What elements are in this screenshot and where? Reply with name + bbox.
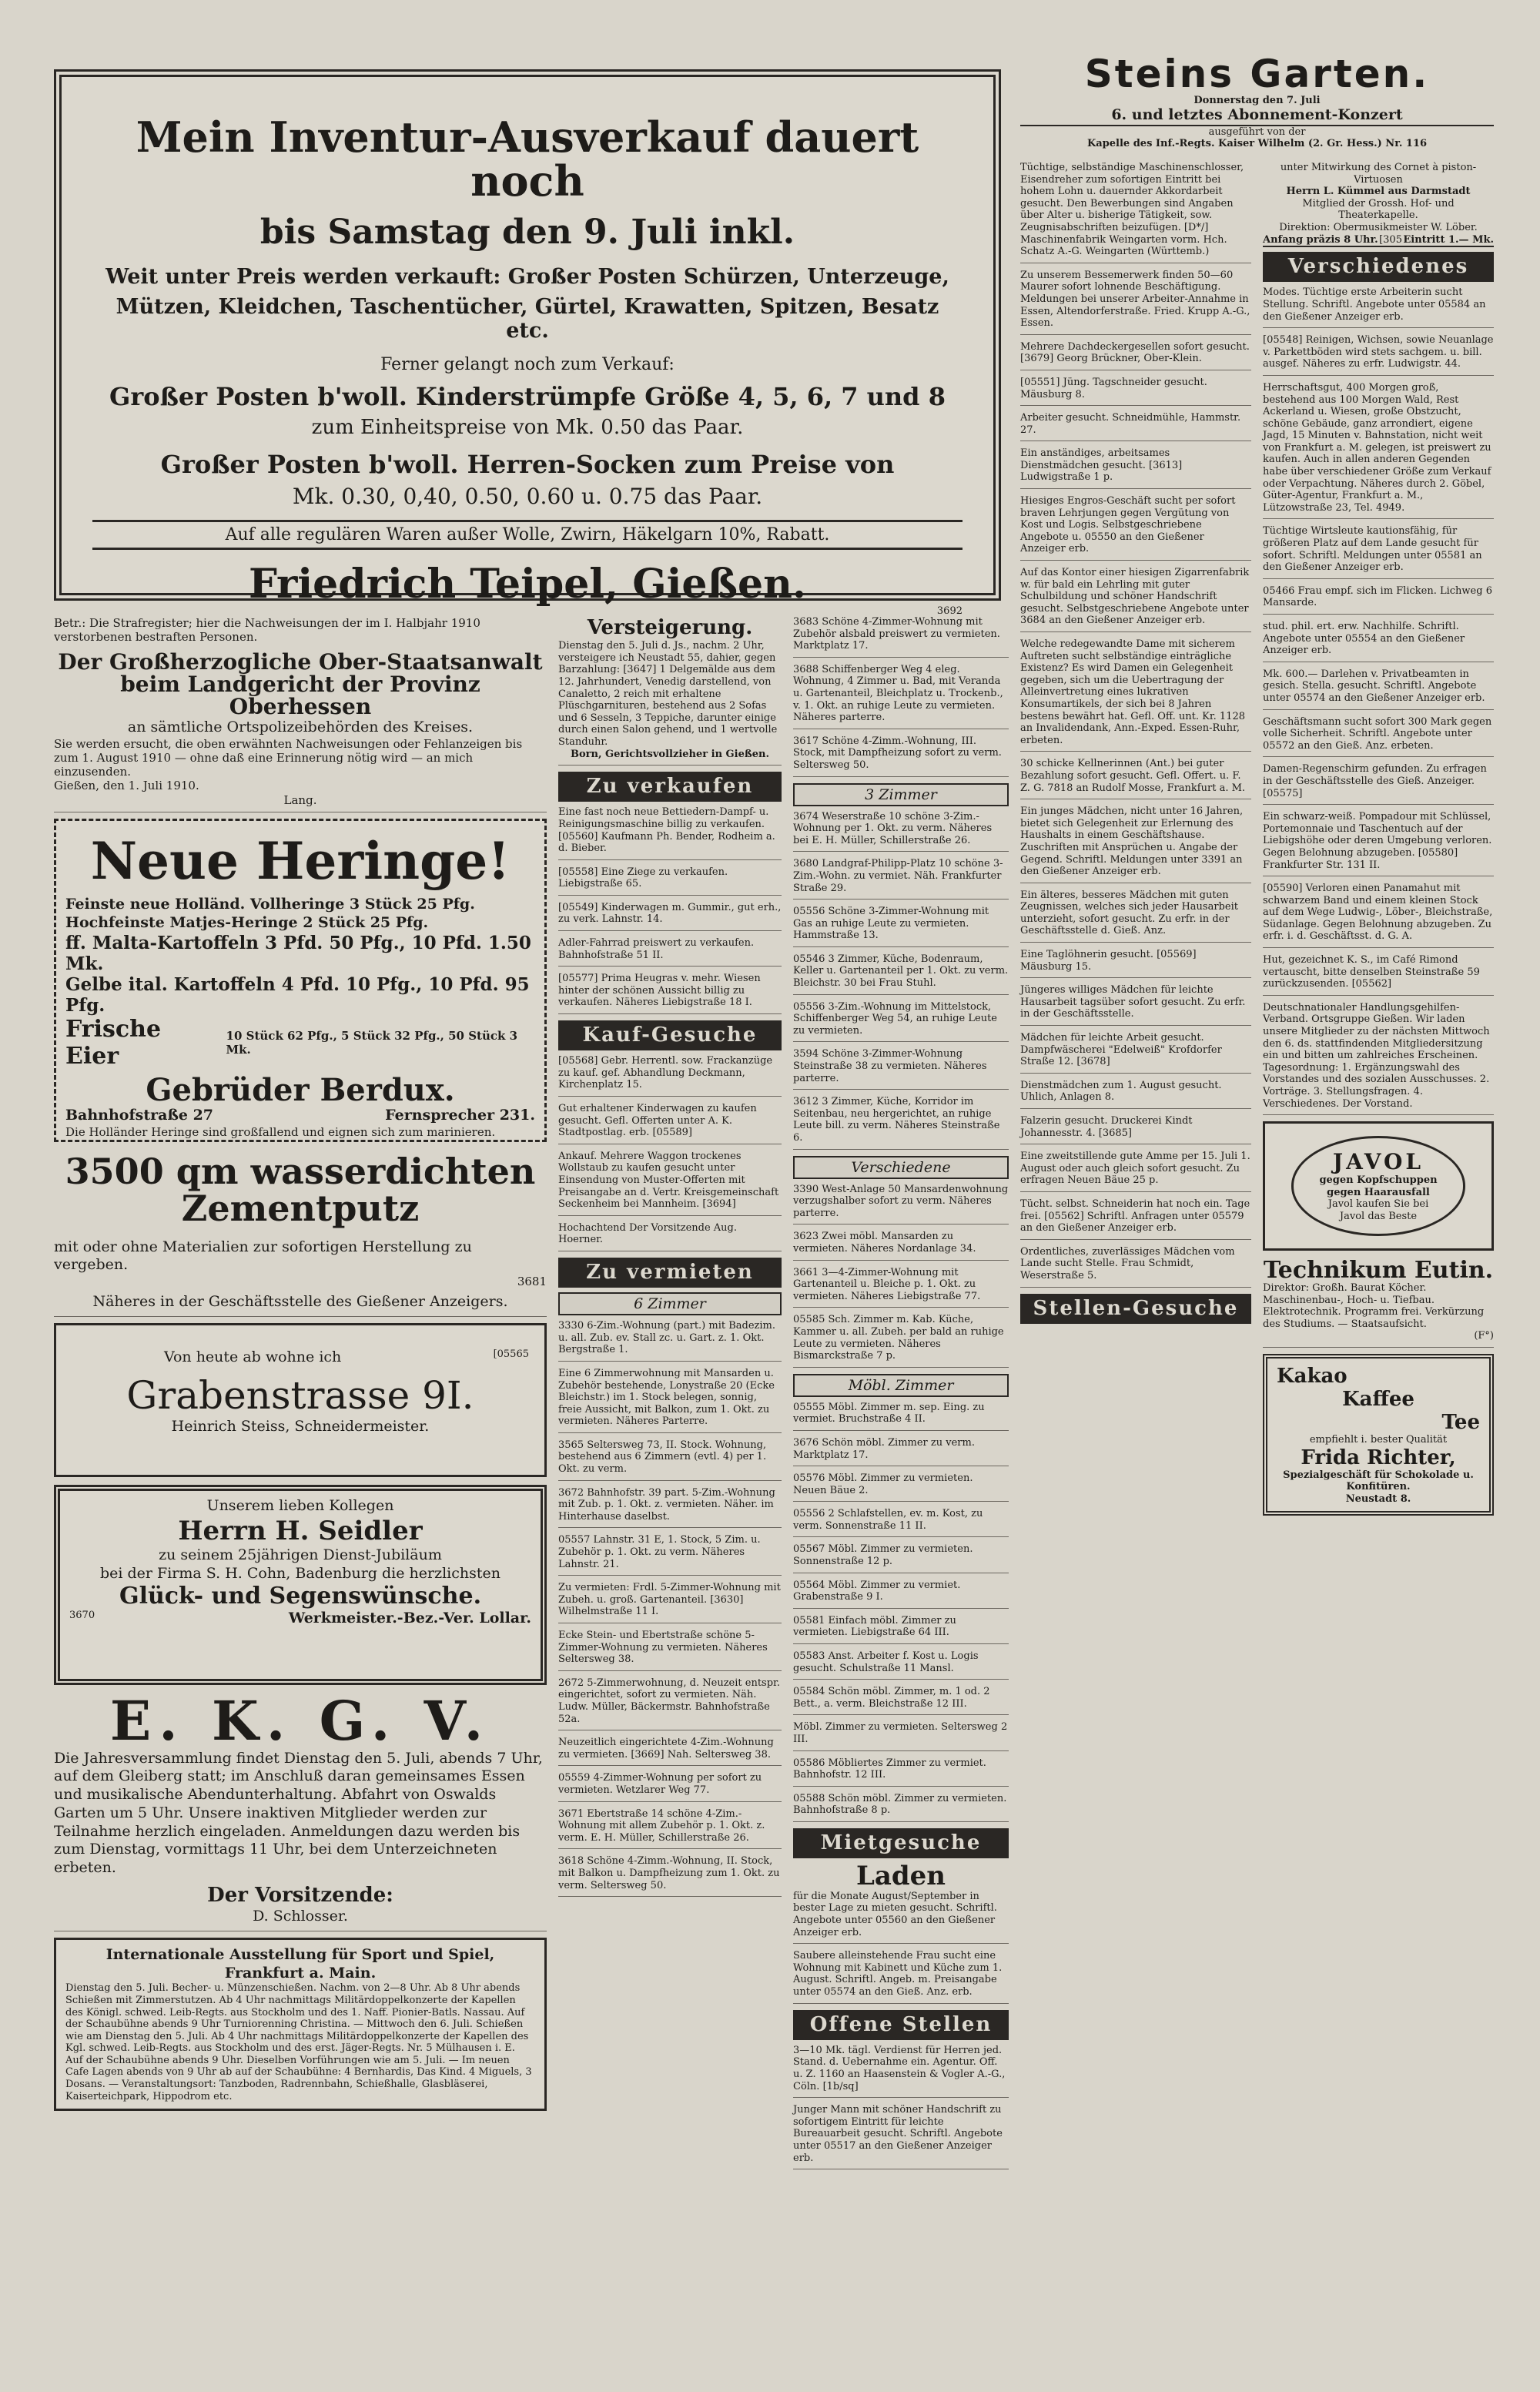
mid-list bbox=[793, 616, 1009, 777]
classified-ad: 3683 Schöne 4-Zimmer-Wohnung mit Zubehör alsbald preiswert zu vermieten. Marktplatz 17. bbox=[793, 616, 1009, 658]
heringe-tel: Fernsprecher 231. bbox=[385, 1106, 535, 1124]
steins-title: Steins Garten. bbox=[1084, 52, 1430, 96]
steins-l3: unter Mitwirkung des Cornet à piston-Virtuosen bbox=[1280, 162, 1477, 186]
classified-ad: Tüchtige Wirtsleute kautionsfähig, für größeren Platz auf dem Lande gesucht für sofort. Schriftl. Meldungen unter 05581 an den Gießener Anzeiger erb. bbox=[1263, 525, 1494, 578]
steins-l4: Herrn L. Kümmel aus Darmstadt bbox=[1286, 186, 1471, 198]
heringe-l3: ff. Malta-Kartoffeln 3 Pfd. 50 Pfg., 10 Pfd. 1.50 Mk. bbox=[65, 932, 531, 974]
classified-ad: [05577] Prima Heugras v. mehr. Wiesen hinter der schönen Aussicht billig zu verkaufen. Näheres Liebigstraße 18 I. bbox=[558, 973, 782, 1014]
classified-ad: 3680 Landgraf-Philipp-Platz 10 schöne 3-Zim.-Wohn. zu vermiet. Näh. Frankfurter Straße 29. bbox=[793, 858, 1009, 900]
laden-title: Laden bbox=[855, 1861, 946, 1892]
classified-ad: Gut erhaltener Kinderwagen zu kaufen gesucht. Gefl. Offerten unter A. K. Stadtpostlag. erb. [05589] bbox=[558, 1103, 782, 1144]
javol-title: JAVOL bbox=[1332, 1149, 1424, 1175]
classified-ad: 05588 Schön möbl. Zimmer zu vermieten. Bahnhofstraße 8 p. bbox=[793, 1793, 1009, 1822]
classified-ad: 05546 3 Zimmer, Küche, Bodenraum, Keller u. Gartenanteil per 1. Okt. zu verm. Bleichstr. 30 bei Frau Stuhl. bbox=[793, 953, 1009, 995]
steins-l6: Direktion: Obermusikmeister W. Löber. bbox=[1279, 221, 1478, 233]
classified-ad: Mehrere Dachdeckergesellen sofort gesucht. [3679] Georg Brückner, Ober-Klein. bbox=[1020, 341, 1251, 370]
inventur-line8: Auf alle regulären Waren außer Wolle, Zwirn, Häkelgarn 10%, Rabatt. bbox=[92, 520, 962, 550]
heringe-title: Neue Heringe! bbox=[90, 831, 511, 891]
zement-body: mit oder ohne Materialien zur sofortigen Herstellung zu vergeben. bbox=[54, 1238, 472, 1274]
kakao-l1: Kakao bbox=[1277, 1365, 1348, 1389]
classified-ad: 3676 Schön möbl. Zimmer zu verm. Marktplatz 17. bbox=[793, 1437, 1009, 1466]
classified-ad: 05556 Schöne 3-Zimmer-Wohnung mit Gas an ruhige Leute zu vermieten. Hammstraße 13. bbox=[793, 906, 1009, 947]
heringe-firm: Gebrüder Berdux. bbox=[146, 1071, 455, 1108]
zement-num: 3681 bbox=[517, 1275, 547, 1289]
classified-ad: 05585 Sch. Zimmer m. Kab. Küche, Kammer u. all. Zubeh. per bald an ruhige Leute zu vermieten. Näheres Bismarckstraße 7 p. bbox=[793, 1314, 1009, 1367]
classified-ad: [05590] Verloren einen Panamahut mit schwarzem Band und einem kleinen Stock auf dem Wege Ludwig-, Löber-, Bleichstraße, Südanlage. Gegen Belohnung abzugeben. Zu erfr. i. d. Geschäftsst. d. G. A. bbox=[1263, 883, 1494, 948]
classified-ad: 3330 6-Zim.-Wohnung (part.) mit Badezim. u. all. Zub. ev. Stall zc. u. Gart. z. 1. Okt. Bergstraße 1. bbox=[558, 1320, 782, 1362]
versteigerung-title: Versteigerung. bbox=[587, 616, 753, 639]
heringe-l2: Hochfeinste Matjes-Heringe 2 Stück 25 Pfg. bbox=[65, 914, 429, 932]
kakao-l5: Frida Richter, bbox=[1301, 1446, 1456, 1469]
javol-l2: gegen Haarausfall bbox=[1327, 1186, 1430, 1198]
classified-ad: Geschäftsmann sucht sofort 300 Mark gegen volle Sicherheit. Schriftl. Angebote unter 05572 an den Gieß. Anz. erbeten. bbox=[1263, 716, 1494, 758]
seidler-name: Herrn H. Seidler bbox=[178, 1515, 423, 1546]
classified-ad: 3565 Seltersweg 73, II. Stock. Wohnung, bestehend aus 6 Zimmern (evtl. 4) per 1. Okt. zu verm. bbox=[558, 1439, 782, 1481]
classified-ad: 05584 Schön möbl. Zimmer, m. 1 od. 2 Bett., a. verm. Bleichstraße 12 III. bbox=[793, 1686, 1009, 1715]
heringe-addr: Bahnhofstraße 27 bbox=[65, 1106, 214, 1124]
steins-l2: Kapelle des Inf.-Regts. Kaiser Wilhelm (2. Gr. Hess.) Nr. 116 bbox=[1086, 138, 1428, 150]
classified-ad: Adler-Fahrrad preiswert zu verkaufen. Bahnhofstraße 51 II. bbox=[558, 937, 782, 967]
classified-ad: Tüchtige, selbständige Maschinenschlosser, Eisendreher zum sofortigen Eintritt bei hohem Lohn u. dauernder Akkordarbeit gesucht. Den Bewerbungen sind Angaben über Alter u. bisherige Tätigkeit, sow. Zeugnisabschriften beizufügen. [D*/] Maschinenfabrik Weingarten vorm. Hch. Schatz A.-G. Weingarten (Württemb.) bbox=[1020, 162, 1251, 263]
right-column-b bbox=[1263, 162, 1494, 2364]
inventur-line5: zum Einheitspreise von Mk. 0.50 das Paar. bbox=[311, 415, 744, 439]
versch-list bbox=[793, 1184, 1009, 1368]
vermieten-list bbox=[558, 1320, 782, 1897]
classified-ad: Falzerin gesucht. Druckerei Kindt Johannesstr. 4. [3685] bbox=[1020, 1115, 1251, 1144]
seidler-l1: Unserem lieben Kollegen bbox=[206, 1497, 394, 1515]
classified-ad: Eine zweitstillende gute Amme per 15. Juli 1. August oder auch gleich sofort gesucht. Zu erfragen Neuen Bäue 25 p. bbox=[1020, 1151, 1251, 1192]
classified-ad: Hiesiges Engros-Geschäft sucht per sofort braven Lehrjungen gegen Vergütung von Kost und Logis. Selbstgeschriebene Angebote u. 05550 an den Gießener Anzeiger erb. bbox=[1020, 495, 1251, 561]
technikum-num: (F°) bbox=[1474, 1330, 1494, 1342]
heringe-note: Die Holländer Heringe sind großfallend und eignen sich zum marinieren. bbox=[65, 1124, 496, 1139]
inventur-firm: Friedrich Teipel, Gießen. bbox=[248, 560, 807, 608]
label-verschiedenes: Verschiedenes bbox=[1263, 252, 1494, 282]
zement-ad bbox=[54, 1153, 547, 1317]
classified-ad: [05551] Jüng. Tagschneider gesucht. Mäusburg 8. bbox=[1020, 377, 1251, 406]
staatsanwalt-sub: an sämtliche Ortspolizeibehörden des Kreises. bbox=[127, 718, 474, 735]
label-kauf: Kauf-Gesuche bbox=[558, 1020, 782, 1050]
classified-ad: stud. phil. ert. erw. Nachhilfe. Schriftl. Angebote unter 05554 an den Gießener Anzeiger erb. bbox=[1263, 621, 1494, 662]
mid-column-b bbox=[793, 616, 1009, 2364]
classified-ad: 3612 3 Zimmer, Küche, Korridor im Seitenbau, neu hergerichtet, an ruhige Leute bill. zu verm. Näheres Steinstraße 6. bbox=[793, 1096, 1009, 1149]
classified-ad: 05567 Möbl. Zimmer zu vermieten. Sonnenstraße 12 p. bbox=[793, 1543, 1009, 1573]
classified-ad: Eine Taglöhnerin gesucht. [05569] Mäusburg 15. bbox=[1020, 949, 1251, 978]
classified-ad: Eine 6 Zimmerwohnung mit Mansarden u. Zubehör bestehende, Lonystraße 20 (Ecke Bleichstr.) im 1. Stock belegen, sonnig, freie Aussicht, mit Balkon, zum 1. Okt. zu vermieten. Näheres Parterre. bbox=[558, 1368, 782, 1433]
label-z6: 6 Zimmer bbox=[558, 1292, 782, 1315]
inventur-line7: Mk. 0.30, 0,40, 0.50, 0.60 u. 0.75 das Paar. bbox=[292, 483, 763, 509]
heringe-l5b: 10 Stück 62 Pfg., 5 Stück 32 Pfg., 50 Stück 3 Mk. bbox=[226, 1028, 518, 1057]
staatsanwalt-title: Der Großherzogliche Ober-Staatsanwalt beim Landgericht der Provinz Oberhessen bbox=[58, 648, 543, 720]
kakao-l6: Spezialgeschäft für Schokolade u. Konfitüren. bbox=[1283, 1469, 1474, 1493]
steins-ad bbox=[1020, 54, 1494, 158]
ekgv-sign: D. Schlosser. bbox=[253, 1908, 348, 1925]
classified-ad: Dienstmädchen zum 1. August gesucht. Uhlich, Anlagen 8. bbox=[1020, 1080, 1251, 1109]
heringe-ad bbox=[54, 819, 547, 1142]
classified-ad: 2672 5-Zimmerwohnung, d. Neuzeit entspr. eingerichtet, sofort zu vermieten. Näh. Ludw. Müller, Bäckermstr. Bahnhofstraße 52a. bbox=[558, 1677, 782, 1730]
inventur-line6: Großer Posten b'woll. Herren-Socken zum Preise von bbox=[160, 449, 895, 479]
classified-ad: Arbeiter gesucht. Schneidmühle, Hammstr. 27. bbox=[1020, 412, 1251, 441]
label-verschiedene: Verschiedene bbox=[793, 1156, 1009, 1179]
heringe-l4: Gelbe ital. Kartoffeln 4 Pfd. 10 Pfg., 10 Pfd. 95 Pfg. bbox=[65, 973, 530, 1016]
classified-ad: [05549] Kinderwagen m. Gummir., gut erh., zu verk. Lahnstr. 14. bbox=[558, 902, 782, 931]
classified-ad: 05586 Möbliertes Zimmer zu vermiet. Bahnhofstr. 12 III. bbox=[793, 1757, 1009, 1787]
classified-ad: Ecke Stein- und Ebertstraße schöne 5-Zimmer-Wohnung zu vermieten. Näheres Seltersweg 38. bbox=[558, 1630, 782, 1671]
classified-ad: Tücht. selbst. Schneiderin hat noch ein. Tage frei. [05562] Schriftl. Anfragen unter 05579 an den Gießener Anzeiger erb. bbox=[1020, 1198, 1251, 1240]
moebl-list bbox=[793, 1402, 1009, 1822]
seidler-sign: Werkmeister.-Bez.-Ver. Lollar. bbox=[288, 1610, 531, 1627]
staatsanwalt-sign: Lang. bbox=[283, 792, 317, 807]
classified-ad: Damen-Regenschirm gefunden. Zu erfragen in der Geschäftsstelle des Gieß. Anzeiger. [05575] bbox=[1263, 763, 1494, 805]
zement-foot: Näheres in der Geschäftsstelle des Gießener Anzeigers. bbox=[92, 1293, 508, 1311]
steins-concert: 6. und letztes Abonnement-Konzert bbox=[1020, 106, 1494, 126]
seidler-l3: bei der Firma S. H. Cohn, Badenburg die herzlichsten bbox=[100, 1564, 500, 1582]
staatsanwalt-betr: Betr.: Die Strafregister; hier die Nachweisungen der im I. Halbjahr 1910 verstorbenen bestraften Personen. bbox=[54, 616, 480, 645]
steins-l5: Mitglied der Grossh. Hof- und Theaterkapelle. bbox=[1302, 197, 1455, 222]
seidler-ad bbox=[54, 1485, 547, 1685]
heringe-addr-row bbox=[65, 1107, 535, 1125]
steins-start: Anfang präzis 8 Uhr. bbox=[1263, 233, 1378, 246]
kakao-l2: Kaffee bbox=[1342, 1388, 1414, 1412]
classified-ad: 05556 3-Zim.-Wohnung im Mittelstock, Schiffenberger Weg 54, an ruhige Leute zu vermieten. bbox=[793, 1001, 1009, 1043]
technikum-body: Direktor: Großh. Baurat Köcher. Maschinenbau-, Hoch- u. Tiefbau. Elektrotechnik. Programm frei. Verkürzung des Studiums. — Staatsaufsicht. bbox=[1263, 1282, 1485, 1330]
classified-ad: Deutschnationaler Handlungsgehilfen-Verband. Ortsgruppe Gießen. Wir laden unsere Mitglieder zu der nächsten Mittwoch den 6. ds. stattfindenden Mitgliedersitzung ein und bitten um zahlreiches Erscheinen. Tagesordnung: 1. Ergänzungswahl des Vorstandes und des sozialen Ausschusses. 2. Vorträge. 3. Stellungsfragen. 4. Verschiedenes. Der Vorstand. bbox=[1263, 1002, 1494, 1115]
inventur-num: 3692 bbox=[936, 605, 962, 618]
laden-ad2: Saubere alleinstehende Frau sucht eine Wohnung mit Kabinett und Küche zum 1. August. Schriftl. Angeb. m. Preisangabe unter 05574 an den Gieß. Anz. erb. bbox=[793, 1950, 1009, 2003]
classified-ad: Hochachtend Der Vorsitzende Aug. Hoerner. bbox=[558, 1222, 782, 1251]
classified-ad: Neuzeitlich eingerichtete 4-Zim.-Wohnung zu vermieten. [3669] Nah. Seltersweg 38. bbox=[558, 1737, 782, 1766]
laden-body: für die Monate August/September in bester Lage zu mieten gesucht. Schriftl. Angebote unter 05560 an den Gießener Anzeiger erb. bbox=[793, 1890, 997, 1938]
seidler-l4: Glück- und Segenswünsche. bbox=[119, 1583, 482, 1610]
graben-l1: Von heute ab wohne ich bbox=[164, 1348, 342, 1366]
classified-ad: Eine fast noch neue Bettiedern-Dampf- u. Reinigungsmaschine billig zu verkaufen. [05560] Kaufmann Ph. Bender, Rodheim a. d. Bieber. bbox=[558, 806, 782, 859]
classified-ad: Herrschaftsgut, 400 Morgen groß, bestehend aus 100 Morgen Wald, Rest Ackerland u. Wiesen, große Obstzucht, schöne Gebäude, ganz arrondiert, eigene Jagd, 15 Minuten v. Bahnstation, nicht weit von Frankfurt a. M. gelegen, ist preiswert zu kaufen. Auch in allen anderen Gegenden habe über verschiedener Größe zum Verkauf oder Verpachtung. Näheres durch 2. Göbel, Güter-Agentur, Frankfurt a. M., Lützowstraße 23, Tel. 4949. bbox=[1263, 382, 1494, 520]
steins-num: [305 bbox=[1379, 233, 1402, 246]
graben-num: [05565 bbox=[493, 1348, 529, 1361]
r2-list bbox=[1263, 286, 1494, 1115]
staatsanwalt-date: Gießen, den 1. Juli 1910. bbox=[54, 779, 199, 793]
inventur-until: bis Samstag den 9. Juli inkl. bbox=[259, 213, 795, 253]
javol-l3: Javol kaufen Sie bei bbox=[1327, 1198, 1429, 1211]
seidler-l2: zu seinem 25jährigen Dienst-Jubiläum bbox=[159, 1546, 442, 1563]
classified-ad: Ankauf. Mehrere Waggon trockenes Wollstaub zu kaufen gesucht unter Einsendung von Muster-Offerten mit Preisangabe an d. Vertr. Kreisgemeinschaft Seckenheim bei Mannheim. [3694] bbox=[558, 1151, 782, 1216]
offene-list bbox=[793, 2045, 1009, 2169]
classified-ad: Ein älteres, besseres Mädchen mit guten Zeugnissen, welches sich jeder Hausarbeit unterzieht, sofort gesucht. Zu erfr. in der Geschäftsstelle d. Gieß. Anz. bbox=[1020, 889, 1251, 943]
label-stellen: Stellen-Gesuche bbox=[1020, 1294, 1251, 1324]
classified-ad: 3672 Bahnhofstr. 39 part. 5-Zim.-Wohnung mit Zub. p. 1. Okt. z. vermieten. Näher. im Hinterhause daselbst. bbox=[558, 1487, 782, 1529]
classified-ad: 3594 Schöne 3-Zimmer-Wohnung Steinstraße 38 zu vermieten. Näheres parterre. bbox=[793, 1048, 1009, 1090]
classified-ad: [05568] Gebr. Herrentl. sow. Frackanzüge zu kauf. gef. Abhandlung Deckmann, Kirchenplatz 15. bbox=[558, 1055, 782, 1097]
steins-foot bbox=[1263, 234, 1494, 248]
javol-oval bbox=[1291, 1136, 1465, 1235]
steins-date: Donnerstag den 7. Juli bbox=[1194, 94, 1321, 106]
classified-ad: 3390 West-Anlage 50 Mansardenwohnung verzugshalber sofort zu verm. Näheres parterre. bbox=[793, 1184, 1009, 1225]
classified-ad: Welche redegewandte Dame mit sicherem Auftreten sucht selbständige einträgliche Existenz? Es wird Damen ein Gelegenheit gegeben, sich um die Uebertragung der Alleinvertretung eines lukrativen Konsumartikels, der sich bei 8 Jahren bestens bewährt hat. Gefl. Off. unt. Kr. 1128 an Invalidendank, Ann.-Exped. Essen-Ruhr, erbeten. bbox=[1020, 638, 1251, 752]
classified-ad: Ordentliches, zuverlässiges Mädchen vom Lande sucht Stelle. Frau Schmidt, Weserstraße 5. bbox=[1020, 1246, 1251, 1288]
kakao-ad bbox=[1263, 1354, 1494, 1516]
inventur-line1: Weit unter Preis werden verkauft: Großer Posten Schürzen, Unterzeuge, bbox=[105, 264, 949, 289]
kakao-l7: Neustadt 8. bbox=[1345, 1492, 1411, 1505]
steins-entry: Eintritt 1.— Mk. bbox=[1403, 233, 1494, 246]
classified-ad: 05581 Einfach möbl. Zimmer zu vermieten. Liebigstraße 64 III. bbox=[793, 1615, 1009, 1644]
classified-ad: Modes. Tüchtige erste Arbeiterin sucht Stellung. Schriftl. Angebote unter 05584 an den Gießener Anzeiger erb. bbox=[1263, 286, 1494, 328]
classified-ad: 3674 Weserstraße 10 schöne 3-Zim.-Wohnung per 1. Okt. zu verm. Näheres bei E. H. Müller, Schillerstraße 26. bbox=[793, 811, 1009, 853]
heringe-eier-row bbox=[65, 1016, 535, 1070]
inventur-line2: Mützen, Kleidchen, Taschentücher, Gürtel, Krawatten, Spitzen, Besatz etc. bbox=[116, 294, 939, 343]
versteigerung-body: Dienstag den 5. Juli d. Js., nachm. 2 Uhr, versteigere ich Neustadt 55, dahier, gegen Barzahlung: [3647] 1 Delgemälde aus dem 12. Jahrhundert, Venedig darstellend, von Canaletto, 2 reich mit erhaltene Plüschgarnituren, bestehend aus 2 Sofas und 6 Sesseln, 3 Teppiche, darunter einige durch einen Salon gehend, und 1 wertvolle Standuhr. bbox=[558, 640, 778, 748]
seidler-foot bbox=[69, 1610, 531, 1628]
graben-name: Heinrich Steiss, Schneidermeister. bbox=[171, 1417, 430, 1435]
classified-ad: 05583 Anst. Arbeiter f. Kost u. Logis gesucht. Schulstraße 11 Mansl. bbox=[793, 1650, 1009, 1680]
verkaufen-list bbox=[558, 806, 782, 1014]
label-offene: Offene Stellen bbox=[793, 2010, 1009, 2040]
inventur-title: Mein Inventur-Ausverkauf dauert noch bbox=[136, 112, 919, 206]
steins-l1: ausgeführt von der bbox=[1208, 126, 1306, 138]
classified-ad: 05466 Frau empf. sich im Flicken. Lichweg 6 Mansarde. bbox=[1263, 585, 1494, 615]
classified-ad: 05556 2 Schlafstellen, ev. m. Kost, zu verm. Sonnenstraße 11 II. bbox=[793, 1508, 1009, 1537]
ausstellung-body: Dienstag den 5. Juli. Becher- u. Münzenschießen. Nachm. von 2—8 Uhr. Ab 8 Uhr abends Schießen mit Zimmerstutzen. Ab 4 Uhr nachmittags Militärdoppelkonzerte der Kapellen des Königl. schwed. Leib-Regts. aus Stockholm und des 1. Naff. Pionier-Batls. Nassau. Auf der Schaubühne abends 9 Uhr Turniorenning Christina. — Mittwoch den 6. Juli. Schießen wie am Dienstag den 5. Juli. Ab 4 Uhr nachmittags Militärdoppelkonzerte der Kapellen des Kgl. schwed. Leib-Regts. aus Stockholm und des erst. Jäger-Regts. Nr. 5 Mülhausen i. E. Auf der Schaubühne abends 9 Uhr. Dieselben Vorführungen wie am 5. Juli. — Im neuen Cafe Lagen abends von 9 Uhr ab auf der Schaubühne: 4 Bernhardis, Das Kind. 4 Miguels, 3 Dosans. — Veranstaltungsort: Tanzboden, Radrennbahn, Schießhalle, Glasbläserei, Kaiserteichpark, Hippodrom etc. bbox=[65, 1982, 532, 2102]
heringe-l1: Feinste neue Holländ. Vollheringe 3 Stück 25 Pfg. bbox=[65, 896, 475, 913]
versteigerung-ad bbox=[558, 616, 782, 766]
ekgv-body: Die Jahresversammlung findet Dienstag den 5. Juli, abends 7 Uhr, auf dem Gleiberg statt; im Anschluß daran gemeinsames Essen und musikalische Abendunterhaltung. Abfahrt von Oswalds Garten um 5 Uhr. Unsere inaktiven Mitglieder werden zur Teilnahme herzlich eingeladen. Anmeldungen dazu werden bis zum Dienstag, vormittags 11 Uhr, bei dem Unterzeichneten erbeten. bbox=[54, 1749, 543, 1877]
classified-ad: Junger Mann mit schöner Handschrift zu sofortigem Eintritt für leichte Bureauarbeit gesucht. Schriftl. Angebote unter 05517 an den Gießener Anzeiger erb. bbox=[793, 2104, 1009, 2169]
classified-ad: 05564 Möbl. Zimmer zu vermiet. Grabenstraße 9 I. bbox=[793, 1580, 1009, 1609]
classified-ad: 05555 Möbl. Zimmer m. sep. Eing. zu vermiet. Bruchstraße 4 II. bbox=[793, 1402, 1009, 1431]
kakao-l4: empfiehlt i. bester Qualität bbox=[1309, 1434, 1448, 1446]
ekgv-sign-label: Der Vorsitzende: bbox=[207, 1883, 393, 1907]
label-moebl: Möbl. Zimmer bbox=[793, 1374, 1009, 1397]
label-z3: 3 Zimmer bbox=[793, 783, 1009, 806]
ekgv-title: E. K. G. V. bbox=[109, 1689, 491, 1754]
ekgv-ad bbox=[54, 1689, 547, 1931]
mid-column-a bbox=[558, 616, 782, 2364]
classified-ad: Jüngeres williges Mädchen für leichte Hausarbeit tagsüber sofort gesucht. Zu erfr. in der Geschäftsstelle. bbox=[1020, 984, 1251, 1026]
laden-ad bbox=[793, 1863, 1009, 1944]
seidler-num: 3670 bbox=[69, 1610, 95, 1622]
classified-ad: Zu unserem Bessemerwerk finden 50—60 Maurer sofort lohnende Beschäftigung. Meldungen bei unserer Arbeiter-Annahme in Essen, Altendorferstraße. Fried. Krupp A.-G., Essen. bbox=[1020, 270, 1251, 335]
technikum-title: Technikum Eutin. bbox=[1263, 1256, 1494, 1284]
classified-ad: [05558] Eine Ziege zu verkaufen. Liebigstraße 65. bbox=[558, 866, 782, 896]
classified-ad: 3623 Zwei möbl. Mansarden zu vermieten. Näheres Nordanlage 34. bbox=[793, 1231, 1009, 1260]
javol-l4: Javol das Beste bbox=[1339, 1210, 1418, 1222]
classified-ad: Zu vermieten: Frdl. 5-Zimmer-Wohnung mit Zubeh. u. groß. Gartenanteil. [3630] Wilhelmstraße 11 I. bbox=[558, 1582, 782, 1623]
left-column bbox=[54, 616, 547, 2364]
label-verkaufen: Zu verkaufen bbox=[558, 772, 782, 802]
javol-ad bbox=[1263, 1121, 1494, 1250]
classified-ad: Ein anständiges, arbeitsames Dienstmädchen gesucht. [3613] Ludwigstraße 1 p. bbox=[1020, 447, 1251, 489]
inventur-line3: Ferner gelangt noch zum Verkauf: bbox=[380, 354, 675, 374]
staatsanwalt-notice bbox=[54, 616, 547, 812]
z3-list bbox=[793, 811, 1009, 1150]
classified-ad: Hut, gezeichnet K. S., im Café Rimond vertauscht, bitte denselben Steinstraße 59 zurückzusenden. [05562] bbox=[1263, 954, 1494, 996]
classified-ad: 3—10 Mk. tägl. Verdienst für Herren jed. Stand. d. Uebernahme ein. Agentur. Off. u. Z. 1160 an Haasenstein & Vogler A.-G., Cöln. [1b/sq] bbox=[793, 2045, 1009, 2098]
inventur-line4: Großer Posten b'woll. Kinderstrümpfe Größe 4, 5, 6, 7 und 8 bbox=[109, 381, 946, 411]
javol-l1: gegen Kopfschuppen bbox=[1319, 1174, 1438, 1187]
classified-ad: 05559 4-Zimmer-Wohnung per sofort zu vermieten. Wetzlarer Weg 77. bbox=[558, 1772, 782, 1801]
classified-ad: 3617 Schöne 4-Zimm.-Wohnung, III. Stock, mit Dampfheizung sofort zu verm. Seltersweg 50. bbox=[793, 735, 1009, 777]
classified-ad: Mk. 600.— Darlehen v. Privatbeamten in gesich. Stella. gesucht. Schriftl. Angebote unter 05574 an den Gießener Anzeiger erb. bbox=[1263, 668, 1494, 710]
page bbox=[46, 54, 1502, 2364]
zement-title: 3500 qm wasserdichten Zementputz bbox=[65, 1151, 536, 1230]
kauf-list bbox=[558, 1055, 782, 1251]
label-vermieten: Zu vermieten bbox=[558, 1258, 782, 1288]
graben-top bbox=[72, 1348, 529, 1367]
r1-list bbox=[1020, 162, 1251, 1288]
classified-ad: 05557 Lahnstr. 31 E, 1. Stock, 5 Zim. u. Zubehör p. 1. Okt. zu verm. Näheres Lahnstr. 21. bbox=[558, 1534, 782, 1576]
graben-street: Grabenstrasse 9I. bbox=[126, 1372, 474, 1418]
classified-ad: Ein junges Mädchen, nicht unter 16 Jahren, bietet sich Gelegenheit zur Erlernung des Haushalts in einem Geschäftshause. Zuschriften mit Ansprüchen u. Angabe der Gegend. Schriftl. Meldungen unter 3391 an den Gießener Anzeiger erb. bbox=[1020, 806, 1251, 883]
ausstellung-title: Internationale Ausstellung für Sport und Spiel, Frankfurt a. Main. bbox=[105, 1945, 495, 1982]
kakao-l3: Tee bbox=[1441, 1411, 1480, 1435]
heringe-l5a: Frische Eier bbox=[65, 1015, 162, 1070]
classified-ad: Ein schwarz-weiß. Pompadour mit Schlüssel, Portemonnaie und Taschentuch auf der Liebigshöhe oder deren Umgebung verloren. Gegen Belohnung abzugeben. [05580] Frankfurter Str. 131 II. bbox=[1263, 811, 1494, 876]
classified-ad: 3688 Schiffenberger Weg 4 eleg. Wohnung, 4 Zimmer u. Bad, mit Veranda u. Gartenanteil, Bleichplatz u. Trockenb., v. 1. Okt. an ruhige Leute zu vermieten. Näheres parterre. bbox=[793, 664, 1009, 729]
classified-ad: [05548] Reinigen, Wichsen, sowie Neuanlage v. Parkettböden wird stets sachgem. u. bill. ausgef. Näheres zu erfr. Ludwigstr. 44. bbox=[1263, 334, 1494, 376]
right-column-a bbox=[1020, 54, 1251, 2364]
classified-ad: Auf das Kontor einer hiesigen Zigarrenfabrik w. für bald ein Lehrling mit guter Schulbildung und schöner Handschrift gesucht. Selbstgeschriebene Angebote unter 3684 an den Gießener Anzeiger erb. bbox=[1020, 567, 1251, 632]
classified-ad: Möbl. Zimmer zu vermieten. Seltersweg 2 III. bbox=[793, 1721, 1009, 1750]
technikum-ad bbox=[1263, 1258, 1494, 1348]
classified-ad: 05576 Möbl. Zimmer zu vermieten. Neuen Bäue 2. bbox=[793, 1472, 1009, 1502]
graben-ad bbox=[54, 1323, 547, 1477]
classified-ad: 3618 Schöne 4-Zimm.-Wohnung, II. Stock, mit Balkon u. Dampfheizung zum 1. Okt. zu verm. Seltersweg 50. bbox=[558, 1855, 782, 1897]
staatsanwalt-body: Sie werden ersucht, die oben erwähnten Nachweisungen oder Fehlanzeigen bis zum 1. August 1910 — ohne daß eine Erinnerung nötig wird — an mich einzusenden. bbox=[54, 736, 523, 779]
versteigerung-sign: Born, Gerichtsvollzieher in Gießen. bbox=[570, 748, 769, 760]
classified-ad: 3671 Ebertstraße 14 schöne 4-Zim.-Wohnung mit allem Zubehör p. 1. Okt. z. verm. E. H. Müller, Schillerstraße 26. bbox=[558, 1808, 782, 1850]
inventur-ad bbox=[54, 69, 1001, 618]
label-mietgesuche: Mietgesuche bbox=[793, 1828, 1009, 1858]
ausstellung-ad bbox=[54, 1938, 547, 2111]
classified-ad: Mädchen für leichte Arbeit gesucht. Dampfwäscherei "Edelweiß" Krofdorfer Straße 12. [3678] bbox=[1020, 1032, 1251, 1074]
classified-ad: 30 schicke Kellnerinnen (Ant.) bei guter Bezahlung sofort gesucht. Gefl. Offert. u. F. Z. G. 7818 an Rudolf Mosse, Frankfurt a. M. bbox=[1020, 758, 1251, 799]
classified-ad: 3661 3—4-Zimmer-Wohnung mit Gartenanteil u. Bleiche p. 1. Okt. zu vermieten. Näheres Liebigstraße 77. bbox=[793, 1267, 1009, 1308]
